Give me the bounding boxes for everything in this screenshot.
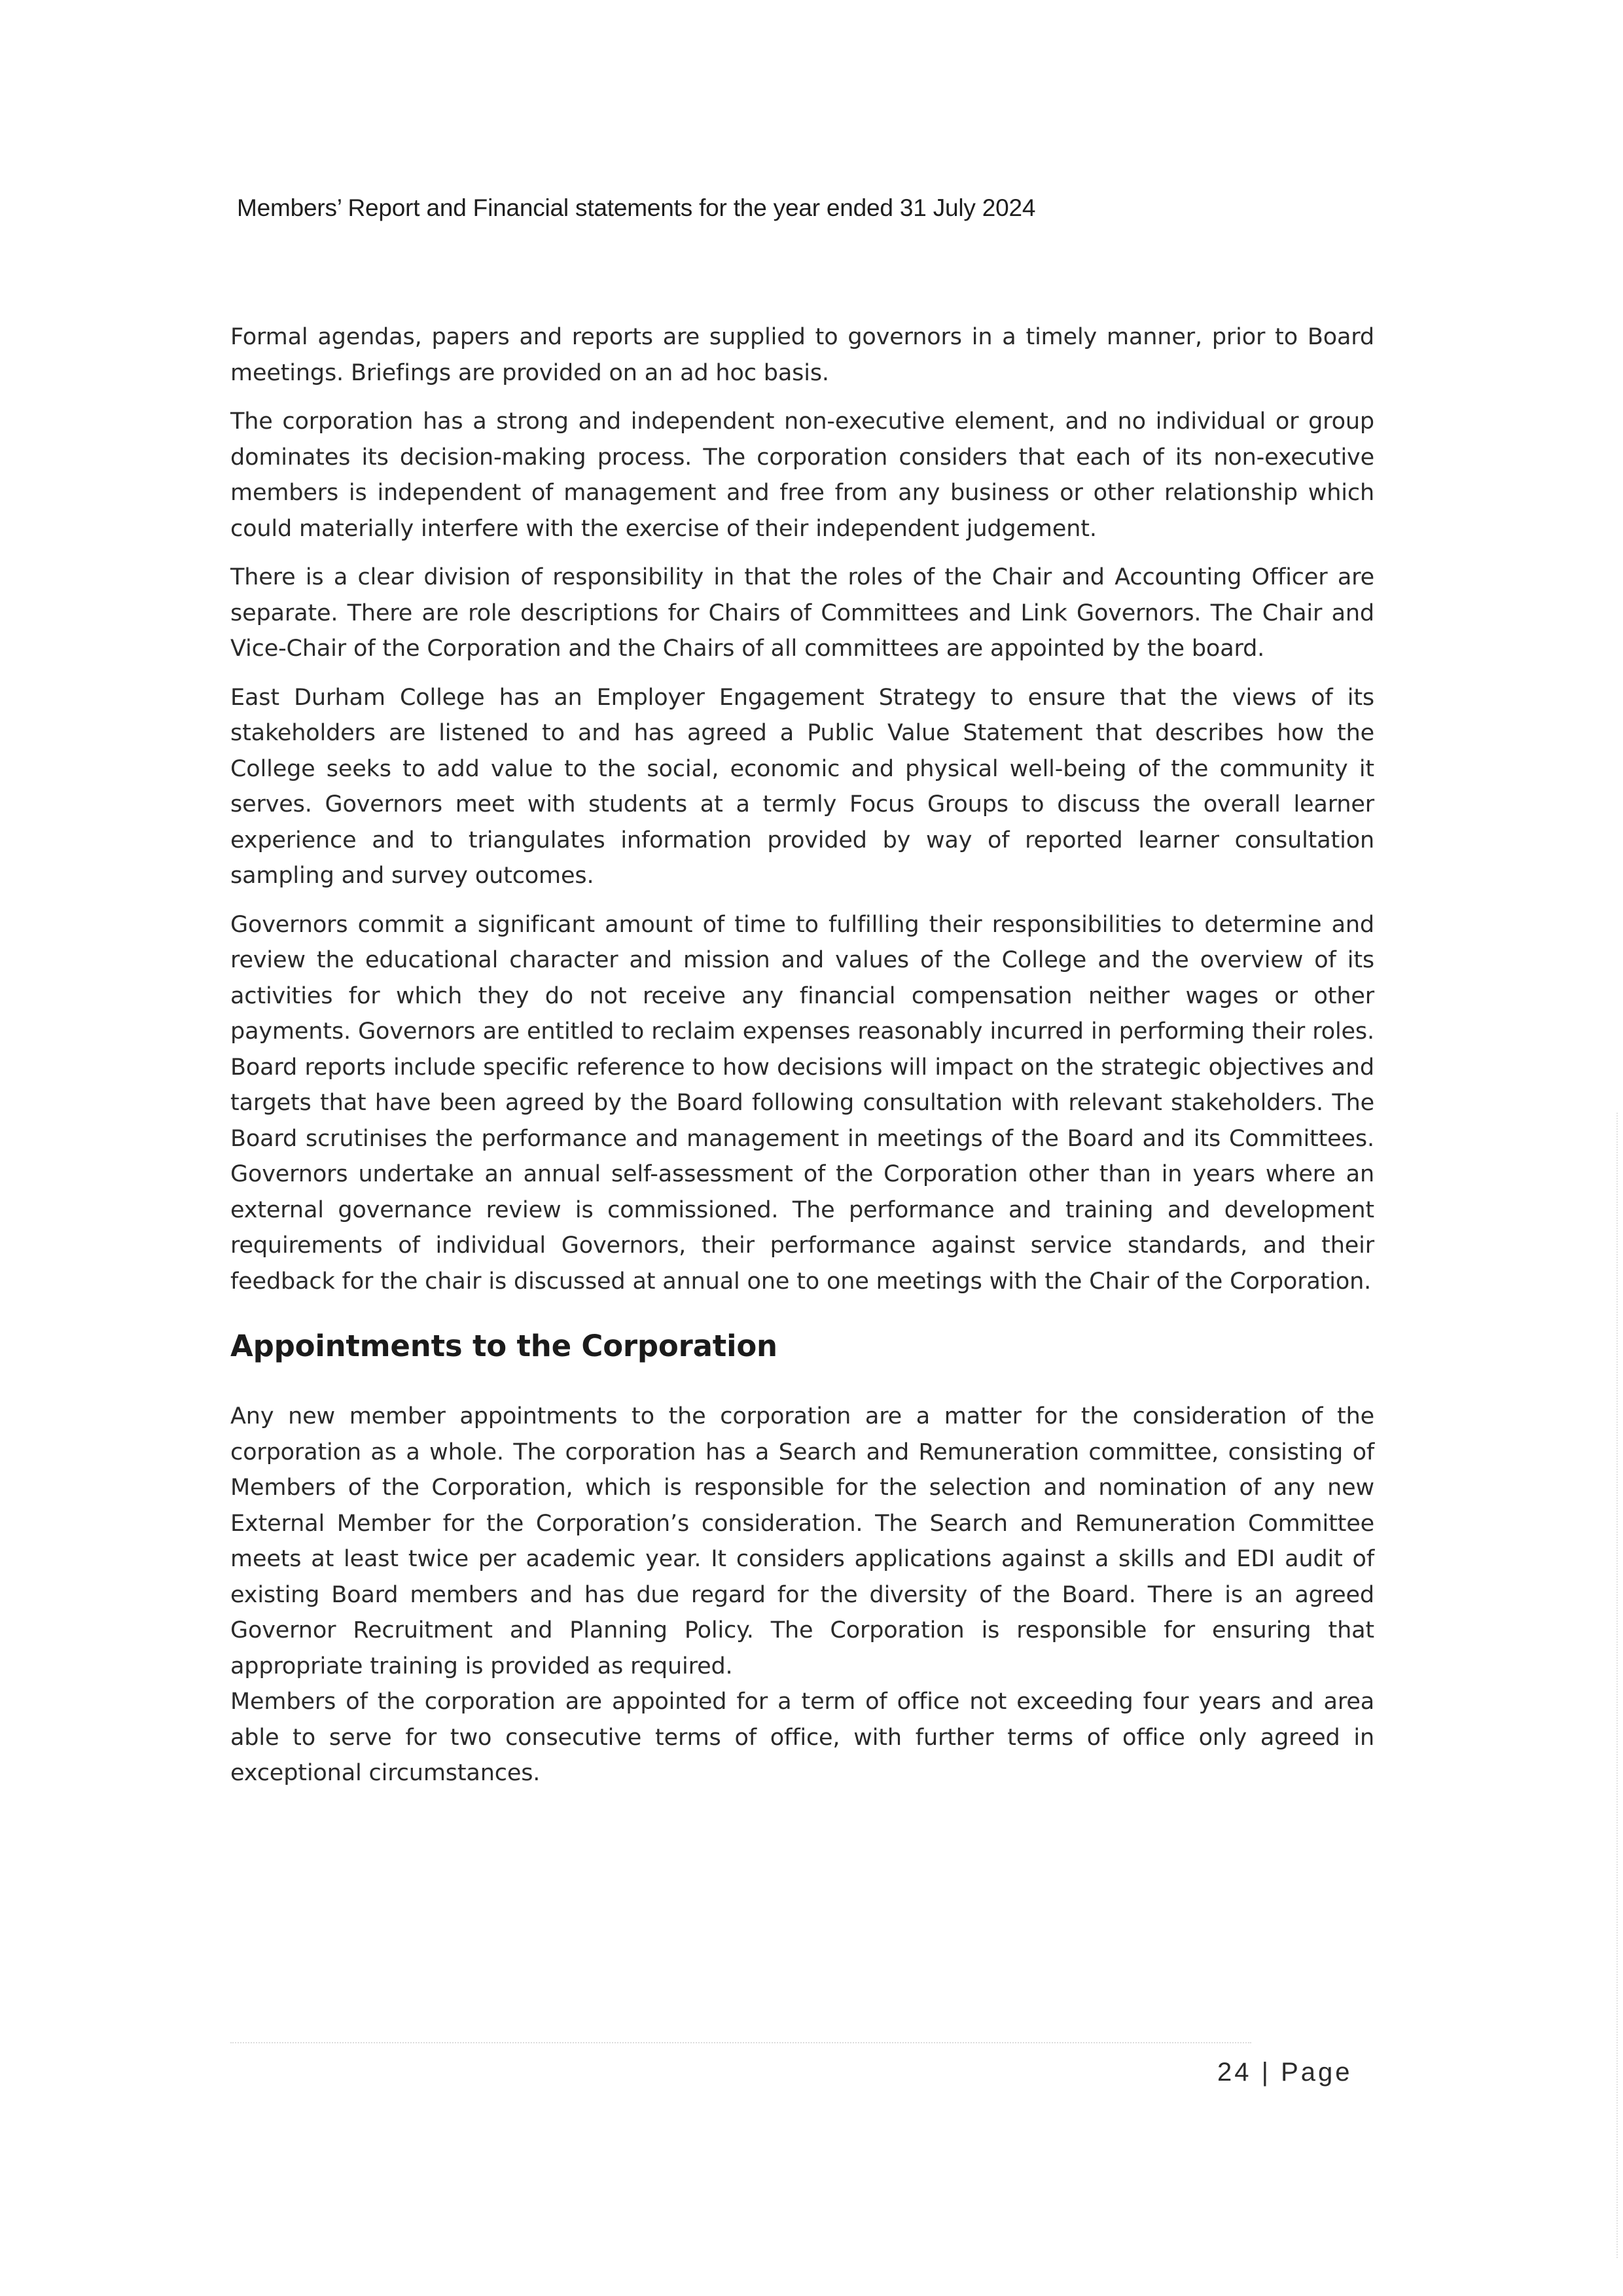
paragraph-term-of-office: Members of the corporation are appointed for a term of office not exceeding four years and area able to serve for two consecutive terms of office, with further terms of office only agreed in exceptional circumstances. — [230, 1689, 1374, 1786]
document-body — [230, 319, 1374, 1804]
paragraph-governor-commitment: Governors commit a significant amount of time to fulfilling their responsibilities to determine and review the educational character and mission and values of the College and the overview of its activities for which they do not receive any financial compensation neither wages or other payments. Governors are entitled to reclaim expenses reasonably incurred in performing their roles. Board reports include specific reference to how decisions will impact on the strategic objectives and targets that have been agreed by the Board following consultation with relevant stakeholders. The Board scrutinises the performance and management in meetings of the Board and its Committees. Governors undertake an annual self-assessment of the Corporation other than in years where an external governance review is commissioned. The performance and training and development requirements of individual Governors, their performance against service standards, and their feedback for the chair is discussed at annual one to one meetings with the Chair of the Corporation. — [230, 911, 1374, 1295]
page-header: Members’ Report and Financial statements for the year ended 31 July 2024 — [237, 194, 1036, 221]
paragraph-agendas: Formal agendas, papers and reports are supplied to governors in a timely manner, prior to Board meetings. Briefings are provided on an ad hoc basis. — [230, 324, 1374, 386]
page-number: 24 | Page — [1217, 2058, 1353, 2087]
scan-edge-artifact — [1616, 1113, 1619, 2258]
paragraph-new-appointments: Any new member appointments to the corporation are a matter for the consideration of the corporation as a whole. The corporation has a Search and Remuneration committee, consisting of Members of the Corporation, which is responsible for the selection and nomination of any new External Member for the Corporation’s consideration. The Search and Remuneration Committee meets at least twice per academic year. It considers applications against a skills and EDI audit of existing Board members and has due regard for the diversity of the Board. There is an agreed Governor Recruitment and Planning Policy. The Corporation is responsible for ensuring that appropriate training is provided as required. — [230, 1403, 1374, 1679]
paragraph-stakeholders: East Durham College has an Employer Engagement Strategy to ensure that the views of its stakeholders are listened to and has agreed a Public Value Statement that describes how the College seeks to add value to the social, economic and physical well-being of the community it serves. Governors meet with students at a termly Focus Groups to discuss the overall learner experience and to triangulates information provided by way of reported learner consultation sampling and survey outcomes. — [230, 684, 1374, 889]
footer-divider — [230, 2042, 1251, 2043]
section-heading-appointments: Appointments to the Corporation — [230, 1329, 777, 1363]
paragraph-division-of-responsibility: There is a clear division of responsibility in that the roles of the Chair and Accounting Officer are separate. There are role descriptions for Chairs of Committees and Link Governors. The Chair and Vice-Chair of the Corporation and the Chairs of all committees are appointed by the board. — [230, 564, 1374, 662]
paragraph-non-executive: The corporation has a strong and independent non-executive element, and no individual or group dominates its decision-making process. The corporation considers that each of its non-executive members is independent of management and free from any business or other relationship which could materially interfere with the exercise of their independent judgement. — [230, 408, 1374, 542]
